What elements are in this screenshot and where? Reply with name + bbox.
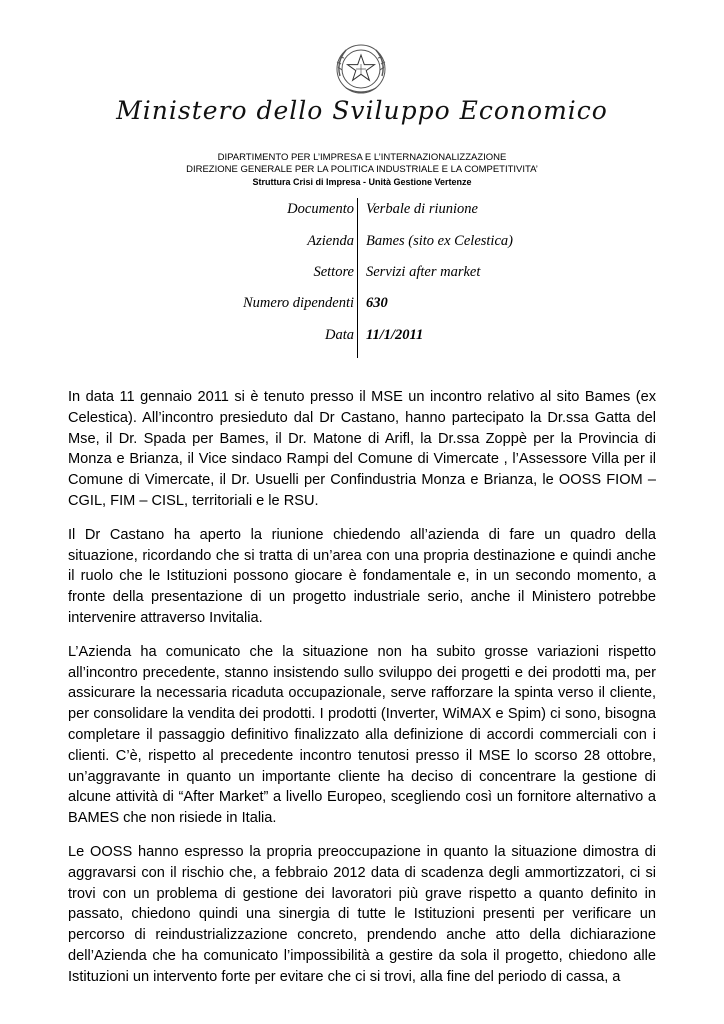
meta-value: 630	[366, 295, 388, 311]
unit-line: Struttura Crisi di Impresa - Unità Gestione Vertenze	[252, 177, 472, 187]
paragraph: Il Dr Castano ha aperto la riunione chiedendo all’azienda di fare un quadro della situazione, ricordando che si tratta di un’area con una propria destinazione e quindi anche il ruolo che le Istituzioni possono giocare è fondamentale e, in un secondo momento, a fronte della presentazione di un progetto industriale serio, anche il Ministero potrebbe intervenire attraverso Invitalia.	[68, 526, 656, 626]
department-line-2: DIREZIONE GENERALE PER LA POLITICA INDUSTRIALE E LA COMPETITIVITA’	[186, 164, 538, 175]
meta-value: 11/1/2011	[366, 327, 424, 343]
meta-value: Bames (sito ex Celestica)	[366, 233, 513, 249]
paragraph: Le OOSS hanno espresso la propria preoccupazione in quanto la situazione dimostra di aggravarsi con il rischio che, a febbraio 2012 data di scadenza degli ammortizzatori, ci si trovi con un problema di gestione dei lavoratori più grave rispetto a quanto definito in passato, chiedono quindi una sinergia di tutte le Istituzioni presenti per verificare un percorso di reindustrializzazione concreto, prendendo anche atto della dichiarazione dell’Azienda che ha comunicato l’impossibilità a gestire da sola il progetto, chiedono alle Istituzioni un intervento forte per evitare che ci si trovi, alla fine del periodo di cassa, a	[68, 843, 656, 985]
minutes-body	[68, 387, 656, 1001]
meta-row-azienda	[0, 233, 724, 253]
document-metadata	[0, 198, 724, 358]
meta-label: Azienda	[307, 233, 354, 249]
meta-value: Servizi after market	[366, 264, 481, 280]
meta-label: Data	[325, 327, 354, 343]
ministry-title: Ministero dello Sviluppo Economico	[116, 96, 608, 125]
department-line-1: DIPARTIMENTO PER L’IMPRESA E L’INTERNAZIONALIZZAZIONE	[217, 152, 507, 163]
meta-label: Settore	[313, 264, 354, 280]
paragraph: L’Azienda ha comunicato che la situazione non ha subito grosse variazioni rispetto all’incontro precedente, stanno insistendo sullo sviluppo dei progetti e dei prodotti ma, per assicurare la necessaria ricaduta occupazionale, serve rafforzare la spinta verso il cliente, per consolidare la vendita dei prodotti. I prodotti (Inverter, WiMAX e Spim) ci sono, bisogna completare il passaggio definitivo finalizzato alla definizione di accordi commerciali con i clienti. C’è, rispetto al precedente incontro tenutosi presso il MSE lo scorso 28 ottobre, un’aggravante in quanto un importante cliente ha deciso di concentrare la gestione di alcune attività di “After Market” a livello Europeo, scegliendo così un fornitore alternativo a BAMES che non risiede in Italia.	[68, 643, 656, 827]
meta-value: Verbale di riunione	[366, 201, 478, 217]
meta-row-documento	[0, 201, 724, 221]
italian-republic-emblem-icon	[332, 40, 390, 98]
meta-label: Documento	[287, 201, 354, 217]
paragraph: In data 11 gennaio 2011 si è tenuto presso il MSE un incontro relativo al sito Bames (ex Celestica). All’incontro presieduto dal Dr Castano, hanno partecipato la Dr.ssa Gatta del Mse, il Dr. Spada per Bames, il Dr. Matone di Arifl, la Dr.ssa Zoppè per la Provincia di Monza e Brianza, il Vice sindaco Rampi del Comune di Vimercate , l’Assessore Villa per il Comune di Vimercate, il Dr. Usuelli per Confindustria Monza e Brianza, le OOSS FIOM – CGIL, FIM – CISL, territoriali e le RSU.	[68, 389, 656, 509]
meta-label: Numero dipendenti	[242, 295, 354, 311]
meta-row-data	[0, 327, 724, 347]
meta-row-settore	[0, 264, 724, 284]
meta-row-dipendenti	[0, 295, 724, 315]
